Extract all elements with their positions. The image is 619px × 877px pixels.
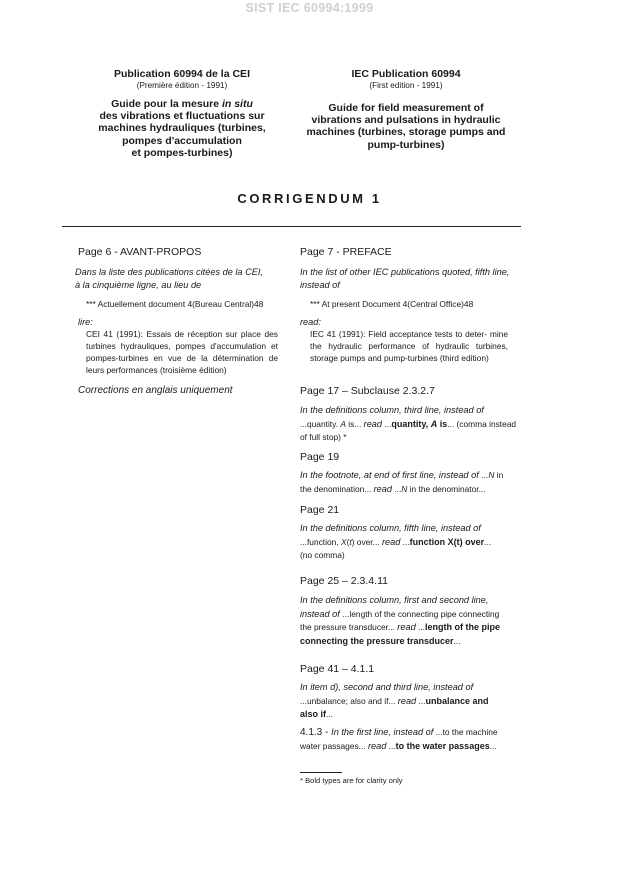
- p17-text: ...quantity.: [300, 418, 341, 429]
- en-guide-title: [296, 102, 516, 151]
- p17-intro: In the definitions column, third line, instead of: [300, 405, 484, 415]
- p25-read-label: read: [397, 622, 416, 632]
- p21-read-label: read: [381, 536, 401, 547]
- p21-intro: In the definitions column, fifth line, instead of: [300, 523, 481, 533]
- p25-text: ...: [453, 635, 461, 646]
- p21-symbol: X: [340, 536, 347, 547]
- fr-guide-title: [72, 98, 292, 159]
- p17-read-label: read: [363, 418, 383, 429]
- fr-publication-header: [72, 68, 292, 159]
- p41-intro: In item d), second and third line, instead of: [300, 682, 474, 692]
- p17-correction: quantity,: [391, 418, 431, 429]
- p41-text: ...unbalance; also and if...: [300, 695, 398, 706]
- p19-text: in the denominator...: [407, 483, 486, 494]
- p19-text: ...: [391, 483, 402, 494]
- p21-correction: function X(t) over: [409, 536, 485, 547]
- p17-heading: Page 17 – Subclause 2.3.2.7: [300, 385, 435, 397]
- p41-subclause-413: [300, 726, 530, 753]
- p7-intro-line: In the list of other IEC publications quoted, fifth line,: [300, 267, 510, 277]
- p19-text: in: [494, 470, 504, 480]
- en-guide-line: Guide for field measurement of: [328, 102, 484, 114]
- p25-body: [300, 594, 530, 648]
- p19-text: ...: [481, 470, 489, 480]
- p41-read-label: read: [397, 695, 417, 706]
- left-read-label: lire:: [78, 317, 93, 327]
- fr-publication-title: Publication 60994 de la CEI: [114, 68, 250, 80]
- p41-correction: unbalance and: [425, 695, 489, 706]
- en-edition: (First edition - 1991): [369, 81, 443, 90]
- p41-413-text: ...to the machine: [433, 727, 498, 737]
- p25-intro: In the definitions column, first and second line,: [300, 595, 489, 605]
- p7-old-reference: *** At present Document 4(Central Office)48: [310, 299, 474, 309]
- p41-text: ...: [416, 695, 426, 706]
- p25-intro: instead of: [300, 608, 343, 619]
- header-divider: [62, 226, 521, 227]
- left-intro-line: à la cinquième ligne, au lieu de: [75, 279, 202, 290]
- fr-guide-line: des vibrations et fluctuations sur: [99, 110, 265, 123]
- p7-read-label: read:: [300, 317, 321, 327]
- en-guide-line: pump-turbines): [367, 138, 445, 151]
- p7-heading: Page 7 - PREFACE: [300, 246, 392, 258]
- p17-text: of full stop) *: [300, 432, 347, 442]
- p7-intro-line: instead of: [300, 279, 340, 290]
- p21-text: ) over...: [351, 536, 382, 547]
- p25-text: ...: [415, 622, 425, 632]
- left-corrections-note: Corrections en anglais uniquement: [78, 385, 233, 396]
- p21-text: (no comma): [300, 550, 345, 560]
- p41-body: [300, 681, 530, 722]
- en-guide-line: vibrations and pulsations in hydraulic: [311, 114, 501, 127]
- p17-text: ...: [382, 418, 392, 429]
- p41-413-text: ...: [386, 740, 396, 751]
- p41-correction: also if: [300, 709, 327, 719]
- fr-guide-line: pompes d'accumulation: [122, 134, 242, 147]
- fr-edition: (Première édition - 1991): [136, 81, 228, 90]
- fr-guide-in-situ: in situ: [221, 98, 253, 110]
- left-page6-heading: Page 6 - AVANT-PROPOS: [78, 246, 202, 258]
- en-publication-header: [296, 68, 516, 151]
- p21-symbol: t: [349, 536, 352, 547]
- fr-guide-line: et pompes-turbines): [131, 146, 233, 159]
- p7-new-reference: IEC 41 (1991): Field acceptance tests to deter- mine the hydraulic performance of hydraulic turbines, storage pumps and pump-turbines (third edition): [310, 329, 508, 363]
- corrigendum-title: CORRIGENDUM 1: [237, 191, 382, 206]
- p17-body: [300, 404, 530, 445]
- left-intro-line: Dans la liste des publications citées de la CEI,: [75, 267, 263, 277]
- p19-heading: Page 19: [300, 451, 340, 463]
- p25-correction: connecting the pressure transducer: [300, 635, 454, 646]
- footnote: * Bold types are for clarity only: [300, 776, 403, 785]
- p17-symbol: A: [340, 418, 346, 429]
- p21-body: [300, 522, 530, 563]
- p41-413-intro: In the first line, instead of: [331, 727, 434, 737]
- p41-413-text: water passages...: [300, 740, 368, 751]
- p19-text: the denomination...: [300, 483, 374, 494]
- p17-text: is...: [345, 418, 364, 429]
- p25-correction: length of the pipe: [425, 622, 500, 632]
- fr-guide-line: Guide pour la mesure: [111, 98, 222, 110]
- p19-symbol: N: [401, 483, 408, 494]
- footnote-divider: [300, 772, 342, 773]
- left-new-reference: CEI 41 (1991): Essais de réception sur place des turbines hydrauliques, pompes d'accumulation et pompes-turbines en vue de la détermination de leurs performances (troisième édition): [86, 329, 278, 375]
- p21-text: ...: [484, 536, 492, 547]
- document-watermark: SIST IEC 60994:1999: [245, 1, 374, 15]
- p25-text: ...length of the connecting pipe connecting: [342, 608, 500, 619]
- p19-intro: In the footnote, at end of first line, instead of: [300, 470, 482, 480]
- p19-read-label: read: [373, 483, 392, 494]
- p21-heading: Page 21: [300, 504, 340, 516]
- p41-heading: Page 41 – 4.1.1: [300, 663, 375, 675]
- p7-intro: [300, 266, 530, 291]
- p41-413-read-label: read: [367, 740, 387, 751]
- p21-text: ...: [400, 536, 410, 547]
- p17-correction-symbol: A: [430, 418, 438, 429]
- p21-text: ...function,: [300, 536, 341, 547]
- p17-correction: is: [437, 418, 448, 429]
- fr-guide-line: machines hydrauliques (turbines,: [98, 122, 266, 135]
- subclause-number: 4.1.3 -: [300, 727, 332, 738]
- p25-text: the pressure transducer...: [300, 622, 398, 632]
- p41-413-text: ...: [489, 740, 497, 751]
- p19-symbol: N: [488, 470, 495, 480]
- en-publication-title: IEC Publication 60994: [351, 68, 461, 80]
- p25-heading: Page 25 – 2.3.4.11: [300, 575, 388, 587]
- p17-text: ... (comma instead: [447, 418, 517, 429]
- left-old-reference: *** Actuellement document 4(Bureau Central)48: [86, 299, 264, 309]
- en-guide-line: machines (turbines, storage pumps and: [306, 126, 506, 139]
- p41-text: ...: [326, 709, 333, 719]
- p19-body: [300, 469, 530, 496]
- p21-text: (: [346, 536, 350, 547]
- p41-413-correction: to the water passages: [395, 740, 490, 751]
- left-intro: [75, 266, 290, 291]
